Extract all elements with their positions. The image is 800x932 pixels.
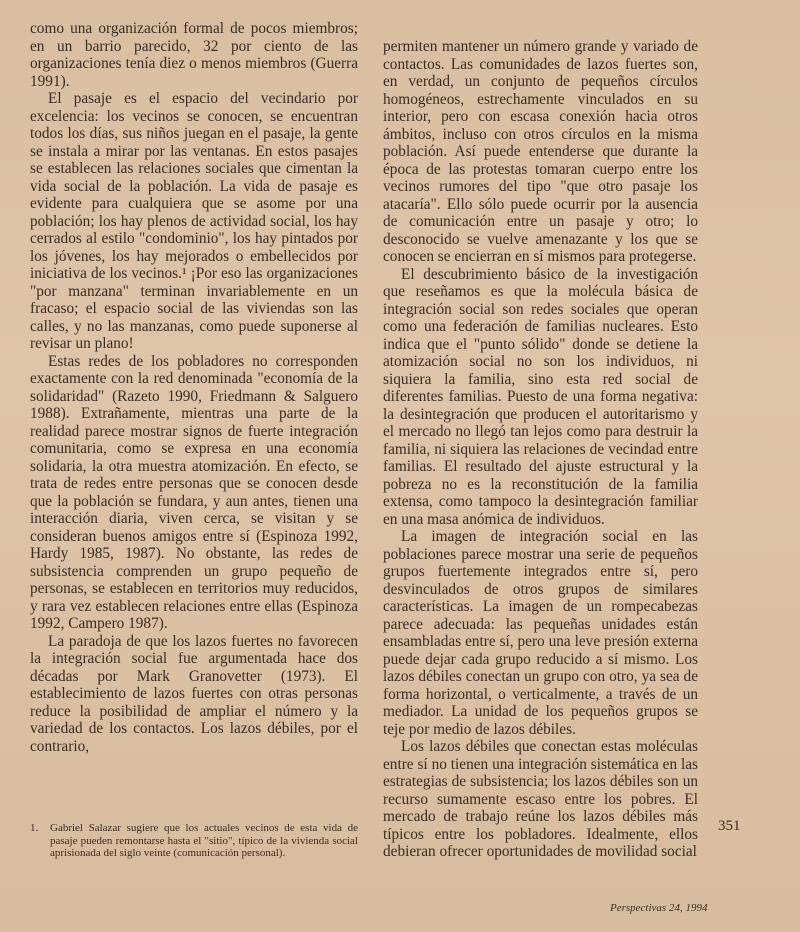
paragraph: Los lazos débiles que conectan estas moléculas entre sí no tienen una integración sistemática en las estrategias de subsistencia; los lazos débiles son un recurso sumamente escaso entre los pobres. El mercado de trabajo reúne los lazos débiles más típicos entre los pobladores. Idealmente, ellos debieran ofrecer oportunidades de movilidad social [383, 738, 698, 860]
paragraph: como una organización formal de pocos miembros; en un barrio parecido, 32 por ciento de las organizaciones tenía diez o menos miembros (Guerra 1991). [30, 20, 358, 90]
paragraph: Estas redes de los pobladores no corresponden exactamente con la red denominada "economía de la solidaridad" (Razeto 1990, Friedmann & Salguero 1988). Extrañamente, mientras una parte de la realidad parece mostrar signos de fuerte integración comunitaria, como se expresa en una economía solidaria, la otra muestra atomización. En efecto, se trata de redes entre personas que se conocen desde que la población se fundara, y aun antes, tienen una interacción diaria, viven cerca, se visitan y se consideran buenos amigos entre sí (Espinoza 1992, Hardy 1985, 1987). No obstante, las redes de subsistencia comprenden un grupo pequeño de personas, se establecen en territorios muy reducidos, y rara vez establecen relaciones entre ellas (Espinoza 1992, Campero 1987). [30, 352, 358, 632]
paragraph: permiten mantener un número grande y variado de contactos. Las comunidades de lazos fuertes son, en verdad, un conjunto de pequeños círculos homogéneos, estrechamente vinculados en su interior, pero con escasa conexión hacia otros ámbitos, incluso con otros círculos en la misma población. Así puede entenderse que durante la época de las protestas tomaran cuerpo entre los vecinos rumores del tipo "que otro pasaje los atacaría". Ello sólo puede ocurrir por la ausencia de comunicación entre un pasaje y otro; lo desconocido se vuelve amenazante y los que se conocen se encierran en sí mismos para protegerse. [383, 38, 698, 265]
left-text-column [30, 20, 358, 755]
journal-footer: Perspectivas 24, 1994 [610, 902, 708, 914]
paragraph: La paradoja de que los lazos fuertes no favorecen la integración social fue argumentada hace dos décadas por Mark Granovetter (1973). El establecimiento de lazos fuertes con otras personas reduce la posibilidad de ampliar el número y la variedad de los contactos. Los lazos débiles, por el contrario, [30, 632, 358, 755]
page-number: 351 [718, 818, 741, 834]
footnote-text: Gabriel Salazar sugiere que los actuales vecinos de esta vida de pasaje pueden remontarse hasta el "sitio", típico de la vivienda social aprisionada del siglo veinte (comunicación personal). [50, 822, 358, 859]
footnote-number: 1. [30, 822, 39, 834]
footnote [30, 822, 358, 860]
paragraph: La imagen de integración social en las poblaciones parece mostrar una serie de pequeños grupos fuertemente integrados entre sí, pero desvinculados de otros grupos de similares características. La imagen de un rompecabezas parece adecuada: las pequeñas unidades están ensambladas entre sí, pero una leve presión externa puede dejar cada grupo reducido a sí mismo. Los lazos débiles conectan un grupo con otro, ya sea de forma horizontal, o verticalmente, a través de un mediador. La unidad de los pequeños grupos se teje por medio de lazos débiles. [383, 528, 698, 738]
paragraph: El descubrimiento básico de la investigación que reseñamos es que la molécula básica de integración social son redes sociales que operan como una federación de familias nucleares. Esto indica que el "punto sólido" donde se detiene la atomización social no son los individuos, ni siquiera la familia, sino esta red social de diferentes familias. Puesto de una forma negativa: la desintegración que producen el autoritarismo y el mercado no llegó tan lejos como para destruir la familia, ni siquiera las relaciones de vecindad entre familias. El resultado del ajuste estructural y la pobreza no es la reconstitución de la familia extensa, como tampoco la desintegración familiar en una masa anómica de individuos. [383, 265, 698, 528]
right-text-column [383, 38, 698, 861]
paragraph: El pasaje es el espacio del vecindario por excelencia: los vecinos se conocen, se encuentran todos los días, sus niños juegan en el pasaje, la gente se instala a mirar por las ventanas. En estos pasajes se establecen las relaciones sociales que cimentan la vida social de la población. La vida de pasaje es evidente para cualquiera que se asome por una población; los hay plenos de actividad social, los hay cerrados al estilo "condominio", los hay pintados por los jóvenes, los hay mejorados o embellecidos por iniciativa de los vecinos.¹ ¡Por eso las organizaciones "por manzana" terminan invariablemente en un fracaso; el espacio social de las viviendas son las calles, y no las manzanas, como puede suponerse al revisar un plano! [30, 90, 358, 352]
